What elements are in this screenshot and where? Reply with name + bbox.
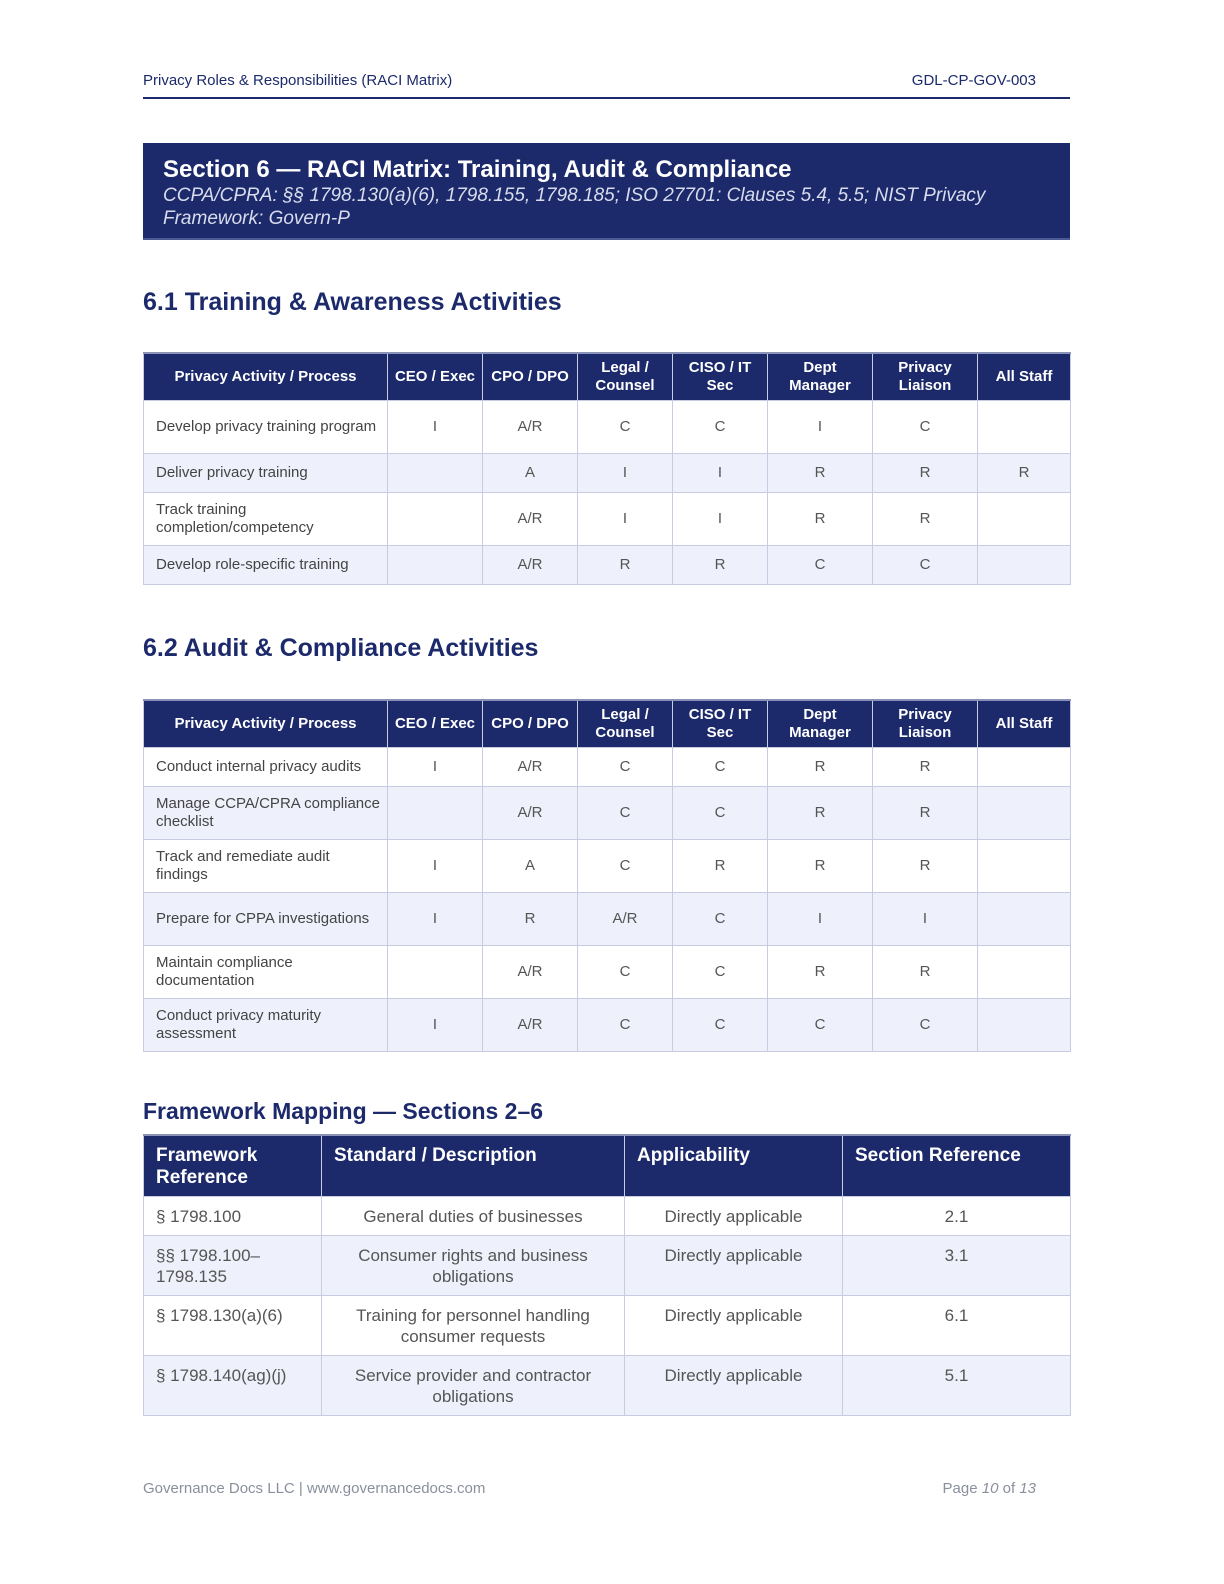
- column-header: CEO / Exec: [388, 700, 483, 748]
- raci-cell: A/R: [483, 493, 578, 546]
- page-label: Page: [942, 1480, 978, 1497]
- description-cell: General duties of businesses: [322, 1196, 625, 1235]
- raci-cell: C: [768, 546, 873, 585]
- section-ref-cell: 2.1: [843, 1196, 1071, 1235]
- section-ref-cell: 5.1: [843, 1355, 1071, 1415]
- activity-cell: Maintain compliance documentation: [144, 946, 388, 999]
- description-cell: Training for personnel handling consumer requests: [322, 1295, 625, 1355]
- raci-cell: [978, 787, 1071, 840]
- table-row: [144, 1196, 1071, 1235]
- raci-cell: A: [483, 454, 578, 493]
- audit-heading: 6.2 Audit & Compliance Activities: [143, 634, 539, 662]
- applicability-cell: Directly applicable: [625, 1295, 843, 1355]
- activity-cell: Conduct internal privacy audits: [144, 748, 388, 787]
- applicability-cell: Directly applicable: [625, 1235, 843, 1295]
- raci-cell: A/R: [483, 401, 578, 454]
- raci-cell: R: [673, 546, 768, 585]
- table-row: [144, 546, 1071, 585]
- activity-cell: Track training completion/competency: [144, 493, 388, 546]
- raci-cell: A/R: [483, 546, 578, 585]
- raci-cell: I: [388, 840, 483, 893]
- raci-cell: R: [873, 946, 978, 999]
- raci-cell: [388, 787, 483, 840]
- activity-cell: Develop role-specific training: [144, 546, 388, 585]
- column-header: Dept Manager: [768, 353, 873, 401]
- raci-cell: R: [873, 787, 978, 840]
- raci-cell: A: [483, 840, 578, 893]
- column-header: CISO / IT Sec: [673, 700, 768, 748]
- applicability-cell: Directly applicable: [625, 1355, 843, 1415]
- column-header: Privacy Activity / Process: [144, 353, 388, 401]
- raci-cell: I: [768, 893, 873, 946]
- column-header: Standard / Description: [322, 1135, 625, 1196]
- table-row: [144, 840, 1071, 893]
- raci-cell: R: [578, 546, 673, 585]
- raci-cell: I: [388, 999, 483, 1052]
- raci-cell: C: [673, 401, 768, 454]
- raci-cell: A/R: [483, 946, 578, 999]
- description-cell: Consumer rights and business obligations: [322, 1235, 625, 1295]
- table-row: [144, 454, 1071, 493]
- raci-cell: C: [873, 401, 978, 454]
- raci-cell: R: [873, 748, 978, 787]
- raci-cell: R: [768, 493, 873, 546]
- raci-cell: C: [578, 999, 673, 1052]
- raci-cell: I: [873, 893, 978, 946]
- raci-cell: I: [388, 401, 483, 454]
- description-cell: Service provider and contractor obligations: [322, 1355, 625, 1415]
- raci-cell: R: [978, 454, 1071, 493]
- raci-cell: I: [768, 401, 873, 454]
- section-ref-cell: 3.1: [843, 1235, 1071, 1295]
- raci-cell: I: [673, 493, 768, 546]
- raci-cell: [388, 493, 483, 546]
- page-of: of: [1002, 1480, 1016, 1497]
- page-number: [943, 1480, 1036, 1497]
- section-subtitle: CCPA/CPRA: §§ 1798.130(a)(6), 1798.155, 1798.185; ISO 27701: Clauses 5.4, 5.5; NIST Privacy Framework: Govern-P: [163, 185, 986, 229]
- column-header: Privacy Liaison: [873, 353, 978, 401]
- column-header: Applicability: [625, 1135, 843, 1196]
- raci-cell: R: [768, 454, 873, 493]
- raci-cell: R: [873, 493, 978, 546]
- column-header: Framework Reference: [144, 1135, 322, 1196]
- column-header: Privacy Activity / Process: [144, 700, 388, 748]
- table-row: [144, 893, 1071, 946]
- raci-cell: C: [673, 999, 768, 1052]
- section-banner: [143, 143, 1070, 240]
- raci-cell: R: [483, 893, 578, 946]
- raci-cell: C: [768, 999, 873, 1052]
- training-heading: 6.1 Training & Awareness Activities: [143, 288, 562, 316]
- section-ref-cell: 6.1: [843, 1295, 1071, 1355]
- section-title: Section 6 — RACI Matrix: Training, Audit & Compliance: [163, 156, 792, 183]
- framework-mapping-table: [143, 1134, 1071, 1416]
- raci-cell: [388, 946, 483, 999]
- framework-ref-cell: § 1798.140(ag)(j): [144, 1355, 322, 1415]
- raci-cell: I: [578, 493, 673, 546]
- raci-cell: C: [873, 546, 978, 585]
- raci-cell: [978, 401, 1071, 454]
- activity-cell: Prepare for CPPA investigations: [144, 893, 388, 946]
- raci-cell: C: [673, 893, 768, 946]
- raci-cell: A/R: [578, 893, 673, 946]
- raci-cell: I: [578, 454, 673, 493]
- raci-cell: C: [673, 748, 768, 787]
- raci-cell: [978, 748, 1071, 787]
- table-row: [144, 946, 1071, 999]
- footer-company: Governance Docs LLC | www.governancedocs.com: [143, 1480, 486, 1497]
- column-header: Section Reference: [843, 1135, 1071, 1196]
- raci-cell: [978, 493, 1071, 546]
- raci-cell: R: [768, 748, 873, 787]
- raci-cell: [978, 840, 1071, 893]
- raci-cell: C: [578, 748, 673, 787]
- activity-cell: Deliver privacy training: [144, 454, 388, 493]
- column-header: CISO / IT Sec: [673, 353, 768, 401]
- raci-cell: C: [673, 946, 768, 999]
- raci-cell: C: [673, 787, 768, 840]
- page-current: 10: [981, 1480, 999, 1497]
- activity-cell: Develop privacy training program: [144, 401, 388, 454]
- raci-cell: R: [673, 840, 768, 893]
- column-header: All Staff: [978, 353, 1071, 401]
- table-row: [144, 787, 1071, 840]
- page-header: [143, 70, 1070, 99]
- framework-heading: Framework Mapping — Sections 2–6: [143, 1098, 544, 1124]
- column-header: CEO / Exec: [388, 353, 483, 401]
- table-row: [144, 1295, 1071, 1355]
- raci-cell: A/R: [483, 787, 578, 840]
- column-header: Dept Manager: [768, 700, 873, 748]
- raci-cell: R: [768, 946, 873, 999]
- table-header-row: [144, 353, 1071, 401]
- raci-cell: C: [578, 787, 673, 840]
- framework-ref-cell: § 1798.130(a)(6): [144, 1295, 322, 1355]
- table-row: [144, 1355, 1071, 1415]
- document-title: Privacy Roles & Responsibilities (RACI Matrix): [143, 72, 453, 89]
- raci-cell: C: [578, 946, 673, 999]
- raci-cell: A/R: [483, 999, 578, 1052]
- raci-cell: [978, 946, 1071, 999]
- applicability-cell: Directly applicable: [625, 1196, 843, 1235]
- raci-cell: I: [388, 893, 483, 946]
- table-header-row: [144, 1135, 1071, 1196]
- column-header: All Staff: [978, 700, 1071, 748]
- page-footer: [143, 1480, 1036, 1497]
- column-header: CPO / DPO: [483, 353, 578, 401]
- column-header: Legal / Counsel: [578, 353, 673, 401]
- raci-cell: R: [768, 787, 873, 840]
- table-row: [144, 748, 1071, 787]
- column-header: Legal / Counsel: [578, 700, 673, 748]
- raci-cell: [388, 546, 483, 585]
- column-header: Privacy Liaison: [873, 700, 978, 748]
- activity-cell: Conduct privacy maturity assessment: [144, 999, 388, 1052]
- raci-cell: C: [578, 840, 673, 893]
- raci-cell: R: [873, 454, 978, 493]
- raci-cell: C: [873, 999, 978, 1052]
- table-row: [144, 1235, 1071, 1295]
- training-raci-table: [143, 352, 1071, 585]
- raci-cell: [978, 999, 1071, 1052]
- audit-raci-table: [143, 699, 1071, 1052]
- raci-cell: [388, 454, 483, 493]
- raci-cell: [978, 893, 1071, 946]
- table-row: [144, 401, 1071, 454]
- column-header: CPO / DPO: [483, 700, 578, 748]
- activity-cell: Manage CCPA/CPRA compliance checklist: [144, 787, 388, 840]
- page-total: 13: [1019, 1480, 1036, 1497]
- raci-cell: A/R: [483, 748, 578, 787]
- raci-cell: C: [578, 401, 673, 454]
- framework-ref-cell: § 1798.100: [144, 1196, 322, 1235]
- raci-cell: R: [873, 840, 978, 893]
- framework-ref-cell: §§ 1798.100–1798.135: [144, 1235, 322, 1295]
- raci-cell: [978, 546, 1071, 585]
- document-id: GDL-CP-GOV-003: [911, 72, 1036, 89]
- table-row: [144, 999, 1071, 1052]
- raci-cell: R: [768, 840, 873, 893]
- raci-cell: I: [673, 454, 768, 493]
- activity-cell: Track and remediate audit findings: [144, 840, 388, 893]
- raci-cell: I: [388, 748, 483, 787]
- table-header-row: [144, 700, 1071, 748]
- table-row: [144, 493, 1071, 546]
